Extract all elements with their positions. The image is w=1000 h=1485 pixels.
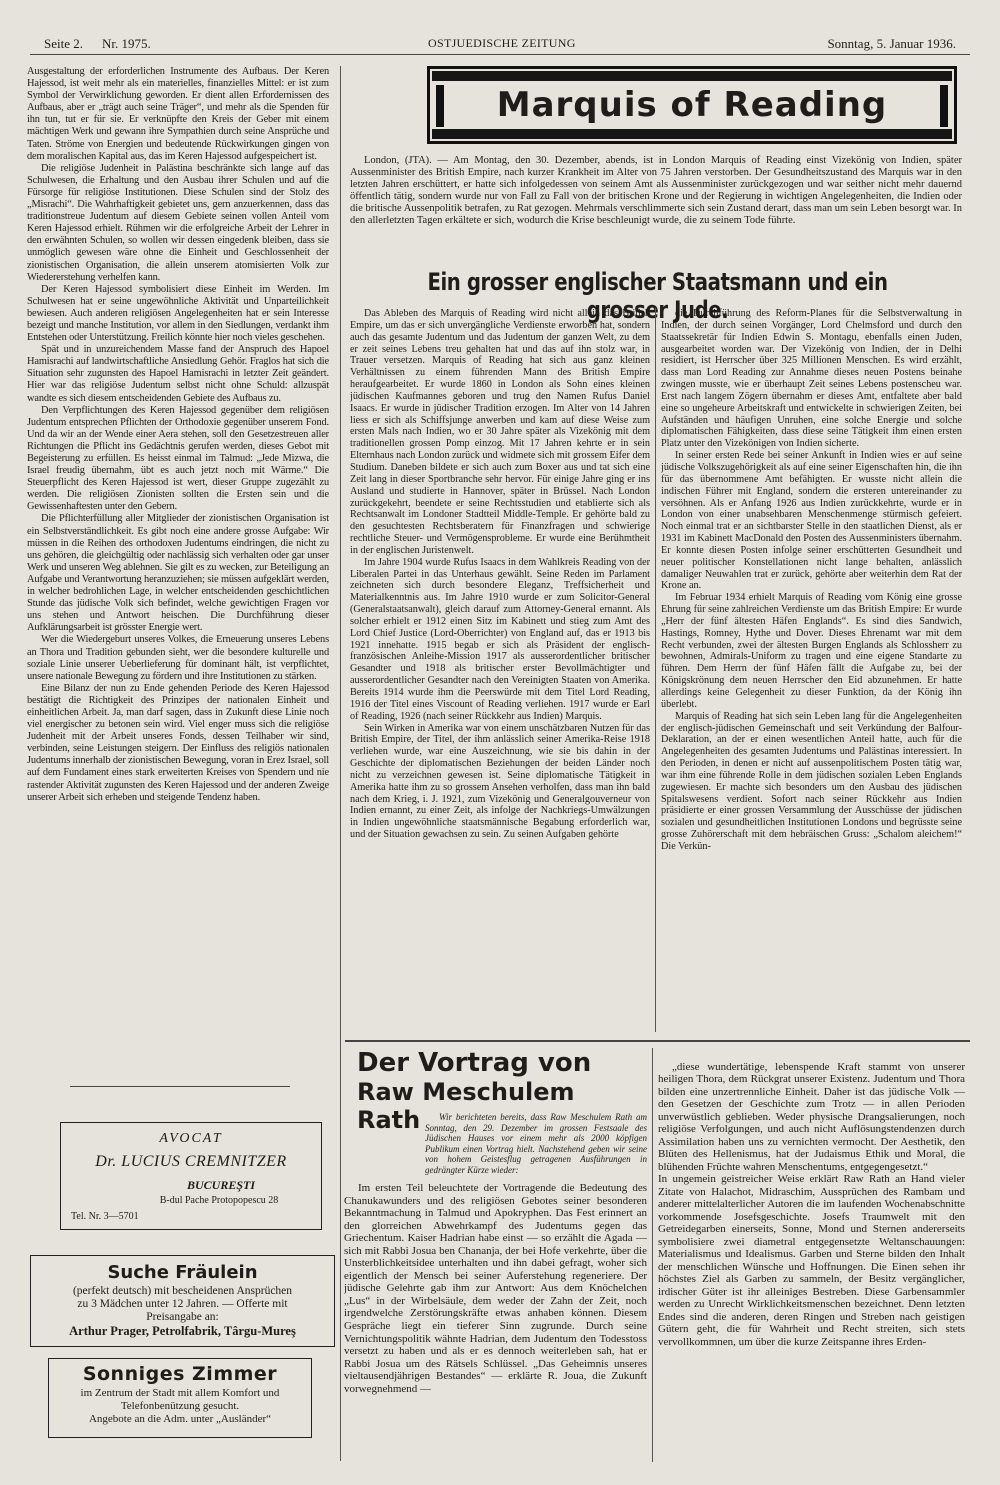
- ad-fraulein-line: Preisangabe an:: [146, 1311, 219, 1323]
- reading-paragraph: Sein Wirken in Amerika war von einem unschätzbaren Nutzen für das British Empire, der Titel, der ihm anlässlich seiner Amerika-Reise 1918 verliehen wurde, war eine Auszeichnung, wie sie bis dahin in der Geschichte der diplomatischen Beziehungen der beiden Länder noch nicht zu verzeichnen gewesen ist. Seine diplomatische Tätigkeit in Amerika hatte ihm zu so grossem Ansehen verholfen, dass man ihn bald nach dem Krieg, i. J. 1921, zum Vizekönig und Generalgouverneur von Indien ernannt, zu einer Zeit, als infolge der Nachkriegs-Umwälzungen in Indien ungewöhnliche staatsmännische Begabung erforderlich war, und der Situation gewachsen zu sein. Zu seinen Aufgaben gehörte: [350, 722, 650, 841]
- reading-paragraph: In seiner ersten Rede bei seiner Ankunft in Indien wies er auf seine jüdische Volkszugehörigkeit als auf eine seiner Eigenschaften hin, die ihn für das übernommene Amt befähigten. Er wusste nicht allein die indischen Führer mit England, sondern die ersteren untereinander zu versöhnen. Als er Anfang 1926 aus Indien zurückkehrte, wurde er in London von einer unabsehbaren Menschenmenge stürmisch gefeiert. Noch einmal trat er an sichtbarster Stelle in den staatlichen Dienst, als er 1931 im Kabinett MacDonald den Posten des Aussenministers übernahm. Er konnte diesen Posten infolge seiner erschütterten Gesundheit und neuer politischer Konstellationen nicht lange behalten, anlässlich damaliger Neuwahlen trat er zurück, gehörte aber weiterhin dem Rat der Krone an.: [661, 450, 962, 592]
- column-divider: [652, 1048, 653, 1462]
- reading-headline: Ein grosser englischer Staatsmann und ein grosser Jude.: [427, 268, 888, 324]
- vortrag-column-1: [344, 1182, 647, 1462]
- reading-paragraph: Im Februar 1934 erhielt Marquis of Reading vom König eine grosse Ehrung für seine zahlreichen Verdienste um das British Empire: Er wurde „Herr der fünf ältesten Häfen Englands“. Es sind dies Sandwich, Hastings, Romney, Hythe und Dover. Dieses Ehrenamt war mit dem Recht verbunden, zwei der ältesten Burgen Englands als Schlossherr zu bewohnen, Admirals-Uniform zu tragen und eine eigene Standarte zu führen. Dem Herrn der fünf Häfen fällt die Aufgabe zu, bei der Königskrönung dem neuen Herrscher den Eid abzunehmen. Er hatte allerdings keine Gelegenheit zu dieser Funktion, da der König ihn überlebt.: [661, 592, 962, 710]
- reading-lead-text: London, (JTA). — Am Montag, den 30. Dezember, abends, ist in London Marquis of Reading einst Vizekönig von Indien, später Aussenminister des British Empire, nach kurzer Krankheit im Alter von 75 Jahren verstorben. Der Gesundheitszustand des Marquis war in den letzten Jahren erschüttert, er hatte sich infolgedessen von seinem Amt als Aussenminister zurückgezogen und war seither nicht mehr dauernd öffentlich tätig, sondern wurde nur von Fall zu Fall von der britischen Krone und der Regierung in wichtigen Angelegenheiten, die Indien oder die britische Aussenpolitik betrafen, zu Rat gezogen. Mehrmals verschlimmerte sich sein Zustand derart, dass man um sein Leben besorgt war. In den allerletzten Tagen erkältete er sich, wodurch die Krise beschleunigt wurde, die zu seinem Tode führte.: [350, 155, 962, 226]
- left-paragraph: Die Pflichterfüllung aller Mitglieder der zionistischen Organisation ist ein Selbstverständlichkeit. Es gibt noch eine andere grosse Aufgabe: Wir müssen in die Reihen des orthodoxen Judentums eindringen, die nicht zu uns gehören, die gleichgültig oder nachlässig sich verhalten oder gar unser Werk und unseren Weg ablehnen. Sie gilt es zu wecken, zur Beteiligung an Aufgabe und Verantwortung heranzuziehen; sie müssen aufgeklärt werden, in welcher bedrohlichen Lage, in welcher entscheidenden geschichtlichen Stunde das jüdische Volk sich befindet, welche gewichtigen Fragen vor uns stehen und Antwort heischen. Die Durchführung dieser Aufklärungsarbeit ist grösster Energie wert.: [27, 513, 329, 634]
- ad-avocat-address: B-dul Pache Protopopescu 28: [159, 1195, 279, 1206]
- ad-zimmer: [48, 1358, 312, 1438]
- left-article-column: [27, 66, 329, 1082]
- reading-column-2: [661, 308, 962, 1032]
- column-divider: [340, 66, 341, 1461]
- ad-zimmer-line: Telefonbenützung gesucht.: [120, 1400, 240, 1412]
- ad-fraulein-line: (perfekt deutsch) mit bescheidenen Ansprüchen: [72, 1285, 293, 1297]
- left-end-rule: [70, 1086, 290, 1087]
- page-label: Seite 2.: [44, 36, 83, 51]
- newspaper-title: OSTJUEDISCHE ZEITUNG: [428, 36, 576, 50]
- left-paragraph: Eine Bilanz der nun zu Ende gehenden Periode des Keren Hajessod bestätigt die Richtigkeit des Prinzipes der nationalen Einheit und einheitlichen Arbeit. Ja, man darf sagen, dass in Zukunft diese Linie noch viel energischer zu betonen sein wird. Viel enger muss sich die religiöse Judenheit mit der Arbeit unseres Fonds, dessen Teilhaber wir sind, verbinden, seine Leistungen steigern. Der Einfluss des religiös nationalen Judentums innerhalb der zionistischen Bewegung, voran in Erez Israel, soll auf dem Fundament eines stark erweiterten Kreises von Spendern und nie rastender Aktivität zugunsten des Keren Hajessod und der anderen Zweige unserer Arbeit sich erheben und steigende Tendenz haben.: [27, 682, 329, 803]
- reading-paragraph: Im Jahre 1904 wurde Rufus Isaacs in dem Wahlkreis Reading von der Liberalen Partei in das Unterhaus gewählt. Seine Reden im Parlament zeichneten sich durch besondere Eleganz, Treffsicherheit und Materialkenntnis aus. Im Jahre 1910 wurde er zum Solicitor-General (Generalstaatsanwalt), gleich darauf zum Attorney-General ernannt. Als solcher erhielt er 1912 einen Sitz im Kabinett und stieg zum Amt des Lord Chief Justice (Lord-Oberrichter) von England auf, das er 1913 bis 1921 innehatte. 1915 begab er sich als Präsident der englisch-französischen Anleihe-Mission 1917 als ausserordentlicher britischer Gesandter und 1918 als britischer erster Bevollmächtigter und ausserordentlicher Gesandter nach den Vereinigten Staaten von Amerika. Bereits 1914 wurde ihm die Peerswürde mit dem Titel Lord Reading, 1916 der Titel eines Viscount of Reading verliehen. 1917 wurde er Earl of Reading, 1926 (nach seiner Rückkehr aus Indien) Marquis.: [350, 556, 650, 722]
- ad-avocat-name: Dr. LUCIUS CREMNITZER: [95, 1153, 287, 1170]
- ad-fraulein: [30, 1255, 335, 1347]
- left-paragraph: Spät und in unzureichendem Masse fand der Anspruch des Hapoel Hamisrachi auf landwirtschaftliche Ansiedlung Gehör. Fraglos hat sich die Situation sehr zugunsten des Hapoel Hamisrachi in letzter Zeit geändert. Hier war das religiöse Judentum selbst nicht ohne Schuld: allzuspät wandte es sich diesem entscheidenden Gebiete des Aufbaus zu.: [27, 344, 329, 404]
- title-band-bottom: [432, 129, 952, 139]
- ad-avocat-title: AVOCAT: [159, 1131, 223, 1146]
- vortrag-paragraph: „diese wundertätige, lebenspende Kraft stammt von unserer heiligen Thora, dem Rückgrat unserer Existenz. Judentum und Thora bilden eine unzertrennliche Einheit. Daher ist das jüdische Volk — den Gesetzen der Geschichte zum Trotz — in allen Perioden unverwüstlich geblieben. Weder physische Drangsalierungen, noch religiöse Verfolgungen, und auch nicht Auflösungstendenzen durch Assimilation haben uns zu vernichten vermocht. Der Aesthetik, den Blüten des Hellenismus, hat der Judaismus Ethik und Moral, die blühenden Früchte wahren Menschentums, entgegengesetzt.“ In ungemein geistreicher Weise erklärt Raw Rath an Hand vieler Zitate von Halachot, Midraschim, Aussprüchen des Rambam und anderer mittelalterlicher Autoren die im laufenden Wochenabschnitte vorkommende Josefsgeschichte. Josefs Traumwelt mit den Getreidegarben einerseits, Sonne, Mond und Sternen andererseits symbolisiere zwei diametral entgegensetzte Weltanschauungen: Materialismus und Idealismus. Garben und Sterne bilden den Inhalt der menschlichen Wünsche und Hoffnungen. Die Einen sehen ihr höchstes Ziel als Garben zu sammeln, der Besitz vergänglicher, irdischer Güter ist ihr alleiniges Bestreben. Diese Garbensammler werden zu Unrecht Wirklichkeitsmenschen bezeichnet. Denn letzten Endes sind die anderen, deren Ringen und Streben nach geistigen Gütern geht, die für Wahrheit und Recht streiten, sich stets vervollkommnen, um über die kurze Zeitspanne ihres Erden-: [658, 1060, 965, 1348]
- header-rule: [30, 54, 970, 55]
- vortrag-intro: [425, 1112, 647, 1178]
- issue-number: Nr. 1975.: [102, 36, 151, 51]
- ad-avocat-phone: Tel. Nr. 3—5701: [71, 1211, 139, 1222]
- section-divider: [345, 1040, 970, 1042]
- ad-avocat-city: BUCUREŞTI: [186, 1178, 256, 1192]
- ad-avocat: [60, 1122, 322, 1230]
- ad-zimmer-line: Angebote an die Adm. unter „Ausländer“: [88, 1413, 272, 1425]
- reading-paragraph: Marquis of Reading hat sich sein Leben lang für die Angelegenheiten der englisch-jüdischen Gemeinschaft und seit Verkündung der Balfour-Deklaration, an der er einen wesentlichen Anteil hatte, auch für die Angelegenheiten des gesamten Judentums und Palästinas interessiert. In den Perioden, in denen er nicht auf aussenpolitischem Posten tätig war, war ihm eine führende Rolle in dem jüdischen sozialen Leben Englands zugewiesen. Er machte sich besonders um den Ausbau des jüdischen Spitalswesens verdient. Sofort nach seiner Rückkehr aus Indien präsidierte er einer grossen Versammlung der Ausschüsse der jüdischen sozialen und gesundheitlichen Institutionen Londons und begrüsste seine grosse Zuhörerschaft mit dem hebräischen Gruss: „Schalom aleichem!“ Die Verkün-: [661, 710, 962, 852]
- ad-fraulein-line: zu 3 Mädchen unter 12 Jahren. — Offerte mit: [77, 1298, 288, 1310]
- vortrag-title-line1: Der Vortrag von: [357, 1048, 592, 1078]
- left-paragraph: Die religiöse Judenheit in Palästina beschränkte sich lange auf das Schulwesen, die Erhaltung und den Ausbau ihrer Schulen und auf die Fürsorge für religiöse Institutionen. Diese Schulen sind der Stolz des „Misrachi“. Die Wahrhaftigkeit gebietet uns, gern anzuerkennen, dass das traditionstreue Judentum auf diesem Gebiete seinen vollen Anteil vom Keren Hajessod erhielt. Rühmen wir die erfolgreiche Arbeit der Lehrer in den erwähnten Schulen, so wollen wir dessen eingedenk bleiben, dass sie unmöglich gewesen wäre ohne die Einheit und Geschlossenheit der zionistischen Organisation, die allein unserem atomisierten Volk zur Wiedererstehung verhelfen kann.: [27, 162, 329, 283]
- reading-title: Marquis of Reading: [496, 85, 888, 125]
- ad-fraulein-contact: Arthur Prager, Petrolfabrik, Târgu-Mureş: [69, 1324, 296, 1338]
- column-divider: [655, 308, 656, 1032]
- reading-lead: [350, 155, 962, 261]
- title-band-top: [432, 71, 952, 81]
- vortrag-paragraph: Im ersten Teil beleuchtete der Vortragende die Bedeutung des Chanukawunders und des religiösen Gebotes seiner besonderen Bekanntmachung in Talmud und Apokryphen. Das Fest erinnert an den glorreichen Abwehrkampf des Judentums gegen das Griechentum. Kaiser Hadrian habe einst — so erzählt die Agada — sich mit Rabbi Josua ben Chananja, der bei Hofe verkehrte, über die Unsterblichkeitsidee unterhalten und ihn dabei gefragt, woher sich eigentlich der Mensch bei seiner Auferstehung regeneriere. Der jüdische Gelehrte gab ihm zur Antwort: Aus dem Knöchelchen „Lus“ in der Wirbelsäule, dem weder der Zahn der Zeit, noch irgendwelche Zerstörungskräfte etwas anhaben können. Diesem Gespräche liegt ein tieferer Sinn zugrunde. Durch seine Vernichtungspolitik wähnte Hadrian, dem Judentum den Todesstoss versetzt zu haben und als er es dennoch weiterleben sah, hat er Rabbi Josua um des Rätsels Schlüssel. „Das Geheimnis unseres vieltausendjährigen Bestandes“ — erklärte R. Joua, die Zukunft vorwegnehmend —: [344, 1182, 647, 1395]
- vortrag-column-2: [658, 1048, 965, 1462]
- page-header: [40, 36, 960, 54]
- reading-column-1: [350, 308, 650, 1032]
- left-paragraph: Der Keren Hajessod symbolisiert diese Einheit im Werden. Im Schulwesen hat er seine ungewöhnliche Aktivität und Unparteilichkeit bewiesen. Auch anderen religiösen Angelegenheiten hat er sein Interesse bezeigt und manche Institution, vor allem in den Siedlungen, verdankt ihm Entstehen oder Unterstützung. Freilich könnte hier noch vieles geschehen.: [27, 283, 329, 344]
- left-paragraph: Ausgestaltung der erforderlichen Instrumente des Aufbaus. Der Keren Hajessod, ist weit mehr als ein materielles, finanzielles Mittel: er ist zum Symbol der Verwirklichung geworden. Er dient allen Erfordernissen des Aufbaus, aber er „trägt auch seine Träger“, und mehr als die Spenden für ihn tun, tut er für sie. Er verknüpfte den Kreis der Geber mit einem mächtigen Werk und gewann ihre Sympathien durch seine Ansprüche und Taten. Ströme von Energien und bedeutende Rückwirkungen gingen von dem moralischen Kapital aus, das im Keren Hajessod aufgespeichert ist.: [27, 66, 329, 162]
- left-paragraph: Den Verpflichtungen des Keren Hajessod gegenüber dem religiösen Judentum entsprechen Pflichten der Orthodoxie gegenüber unserem Fond. Und da wir an der Wende einer Aera stehen, soll den Gesetzestreuen aller Richtungen die Pflicht ins Gedächtnis gerufen werden, dieses Gebot mit Begeisterung zu erfüllen. Es heisst einmal im Talmud: „Jede Mizwa, die Israel freudig übernahm, übt es auch jetzt noch mit Wärme.“ Die Steuerpflicht des Keren Hajessod ist wert, dieser Gruppe zugezählt zu werden. Die religiösen Zionisten sollten die Ersten sein und die Gewissenhaftesten unter den Gebern.: [27, 404, 329, 513]
- reading-paragraph: Das Ableben des Marquis of Reading wird nicht allein das British Empire, um das er sich unvergängliche Verdienste erworben hat, sondern auch das gesamte Judentum und das Judentum der ganzen Welt, zu dem er zeit seines Lebens treu gehalten hat und das auf ihn stolz war, in Trauer versetzen. Marquis of Reading hat sich aus ganz kleinen Verhältnissen zu einem führenden Mann des British Empire heraufgearbeitet. Er wurde 1860 in London als Sohn eines kleinen jüdischen Kaufmannes geboren und trug den Namen Rufus Daniel Isaacs. Er wurde in jüdischer Tradition erzogen. Im Alter von 14 Jahren liess er sich als Schiffsjunge anwerben und kam auf diese Weise zum ersten Mals nach Indien, wo er 30 Jahre später als Vizekönig mit dem traditionellen grossen Pomp einzog. Mit 17 Jahren kehrte er in sein Elternhaus nach London zurück und widmete sich mit grossem Eifer dem Studium. Daneben bildete er sich auch zum Boxer aus und tat sich eine Zeit lang in dieser Sportbranche sehr hervor. Für einige Jahre ging er ins Ausland und studierte in Hannover, später in Brüssel. Nach London zurückgekehrt, beendete er seine Rechtsstudien und etablierte sich als Rechtsanwalt im Londoner Stadtteil Middle-Temple. Er gehörte bald zu den gesuchtesten Rechtsberatern für Finanzfragen und schwierige rechtliche Steuer- und Vermögensprobleme. Er wurde eine Berühmtheit in der englischen Juristenwelt.: [350, 308, 650, 556]
- issue-date: Sonntag, 5. Januar 1936.: [827, 36, 956, 51]
- reading-paragraph: die Durchführung des Reform-Planes für die Selbstverwaltung in Indien, der durch seinen Vorgänger, Lord Chelmsford und durch den Staatssekretär für Indien Edwin S. Montagu, ebenfalls einen Juden, ausgearbeitet worden war. Der Vizekönig von Indien, der in Delhi residiert, ist Herrscher über 325 Millionen Menschen. Es wird erzählt, dass man Lord Reading zur Annahme dieses neuen Postens beinahe zwingen musste, wie er überhaupt Zeit seines Lebens postenscheu war. Erst nach langem Zögern übernahm er dieses Amt, entfaltete aber bald eine so ungeheure Arbeitskraft und entwickelte in schwierigen Zeiten, bei Aufständen und häufigen Unruhen, eine solche Energie und solche diplomatischen Fähigkeiten, dass diese seine Tätigkeit ihm einen ersten Platz unter den Vizekönigen von Indien sicherte.: [661, 308, 962, 450]
- vortrag-title-line2: Raw Meschulem Rath: [357, 1078, 575, 1134]
- ad-fraulein-title: Suche Fräulein: [107, 1262, 258, 1283]
- ad-zimmer-line: im Zentrum der Stadt mit allem Komfort und: [80, 1387, 280, 1399]
- ad-zimmer-title: Sonniges Zimmer: [82, 1363, 278, 1385]
- left-paragraph: Wer die Wiedergeburt unseres Volkes, die Erneuerung unseres Lebens an Thora und Tradition gebunden sieht, wer die besondere kulturelle und soziale Linie unserer Ueberlieferung für dominant hält, ist verpflichtet, unsere nationale Bewegung zu fördern und ihre Institutionen zu stärken.: [27, 634, 329, 682]
- reading-title-box: [427, 66, 957, 144]
- vortrag-intro-text: Wir berichteten bereits, dass Raw Meschulem Rath am Sonntag, den 29. Dezember im grossen Festsaale des Jüdischen Hauses vor einem mehr als 2000 köpfigen Publikum einen Vortrag hielt. Nachstehend geben wir seine von hohem Geistesflug getragenen Ausführungen in gedrängter Kürze wieder:: [425, 1112, 647, 1175]
